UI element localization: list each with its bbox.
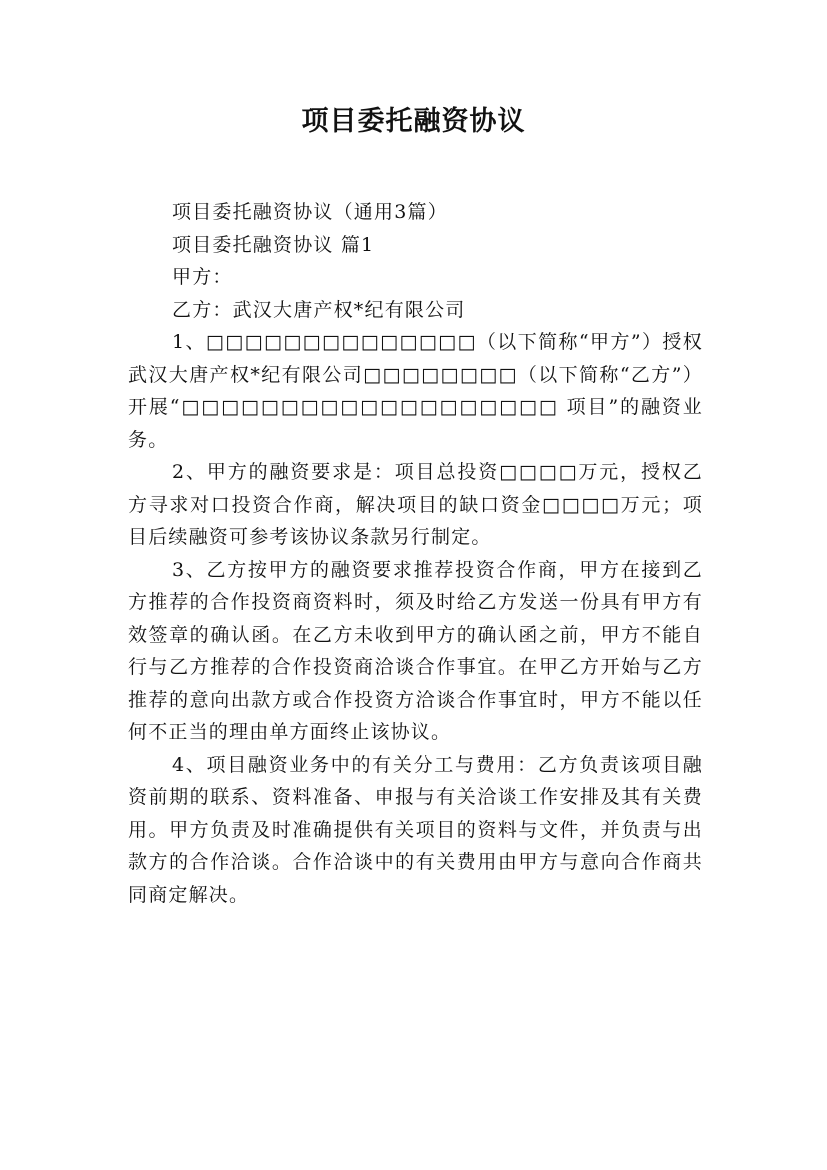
clause-3-paragraph: 3、乙方按甲方的融资要求推荐投资合作商，甲方在接到乙方推荐的合作投资商资料时，须及时给乙方发送一份具有甲方有效签章的确认函。在乙方未收到甲方的确认函之前，甲方不能自行与乙方推荐的合作投资商洽谈合作事宜。在甲乙方开始与乙方推荐的意向出款方或合作投资方洽谈合作事宜时，甲方不能以任何不正当的理由单方面终止该协议。 — [128, 558, 703, 743]
party-b-line: 乙方：武汉大唐产权*纪有限公司 — [172, 298, 466, 321]
party-a-line: 甲方： — [172, 266, 233, 288]
subtitle-line: 项目委托融资协议（通用3篇） — [172, 201, 448, 223]
clause-2-paragraph: 2、甲方的融资要求是：项目总投资□□□□万元，授权乙方寻求对口投资合作商，解决项目的缺口资金□□□□万元；项目后续融资可参考该协议条款另行制定。 — [128, 461, 703, 548]
clause-4-paragraph: 4、项目融资业务中的有关分工与费用：乙方负责该项目融资前期的联系、资料准备、申报与有关洽谈工作安排及其有关费用。甲方负责及时准确提供有关项目的资料与文件，并负责与出款方的合作洽谈。合作洽谈中的有关费用由甲方与意向合作商共同商定解决。 — [128, 753, 703, 906]
chapter-heading: 项目委托融资协议 篇1 — [172, 233, 375, 256]
document-body — [128, 196, 703, 911]
document-title: 项目委托融资协议 — [301, 106, 526, 137]
clause-1-paragraph: 1、□□□□□□□□□□□□□□（以下简称“甲方”）授权武汉大唐产权*纪有限公司□□□□□□□□（以下简称“乙方”）开展“□□□□□□□□□□□□□□□□□□□ 项目”的融资业务。 — [128, 331, 703, 451]
